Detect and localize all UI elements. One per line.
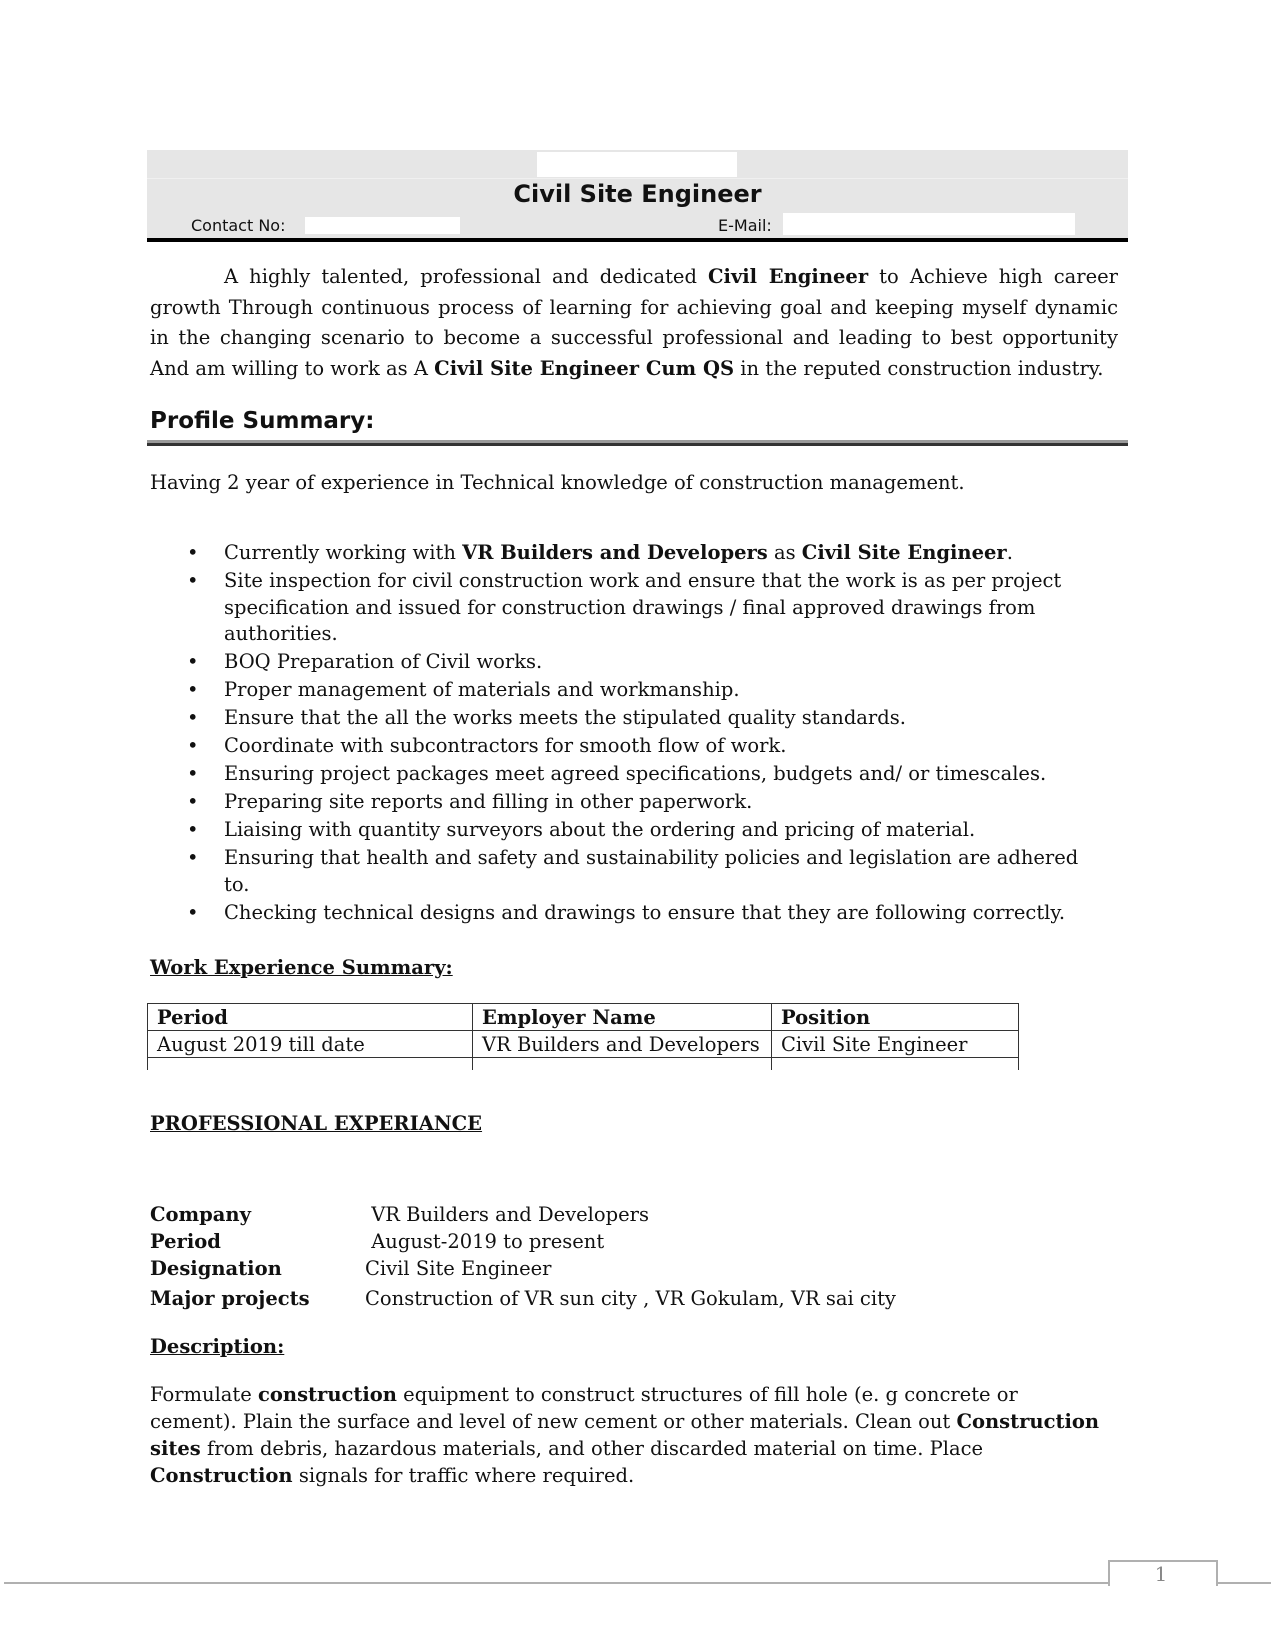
field-value: Civil Site Engineer bbox=[365, 1257, 552, 1280]
bullet-icon: • bbox=[187, 650, 199, 673]
bullet-icon: • bbox=[187, 790, 199, 813]
text-run: as bbox=[767, 541, 802, 564]
list-item bbox=[150, 649, 1090, 676]
text-run: from debris, hazardous materials, and other discarded material on time. Place bbox=[200, 1437, 984, 1460]
list-item bbox=[150, 733, 1090, 760]
emphasis-text: VR Builders and Developers bbox=[462, 541, 768, 564]
column-header-period: Period bbox=[148, 1004, 473, 1031]
cell-employer: VR Builders and Developers bbox=[473, 1031, 772, 1058]
bullet-icon: • bbox=[187, 762, 199, 785]
resume-title: Civil Site Engineer bbox=[513, 180, 762, 208]
name-redaction bbox=[537, 152, 737, 177]
list-item bbox=[150, 761, 1090, 788]
field-value: VR Builders and Developers bbox=[365, 1203, 649, 1226]
work-summary-heading: Work Experience Summary: bbox=[150, 956, 453, 979]
header-divider bbox=[147, 178, 1128, 179]
bullet-icon: • bbox=[187, 678, 199, 701]
field-label: Major projects bbox=[150, 1287, 310, 1310]
bullet-icon: • bbox=[187, 734, 199, 757]
text-run: A highly talented, professional and dedicated bbox=[224, 265, 709, 288]
empty-cell bbox=[148, 1058, 473, 1071]
text-run: equipment to construct structures of fill hole (e. g concrete or cement). Plain the surface and level of new cement or other materials. Clean out bbox=[150, 1383, 1018, 1433]
bullet-icon: • bbox=[187, 846, 199, 869]
field-label: Period bbox=[150, 1230, 221, 1253]
career-objective bbox=[150, 262, 1118, 384]
list-item bbox=[150, 789, 1090, 816]
field-company bbox=[150, 1203, 649, 1226]
cell-position: Civil Site Engineer bbox=[772, 1031, 1019, 1058]
list-item bbox=[150, 900, 1090, 927]
emphasis-text: Construction bbox=[150, 1464, 293, 1487]
text-run: . bbox=[1006, 541, 1013, 564]
field-value: Construction of VR sun city , VR Gokulam, VR sai city bbox=[365, 1287, 896, 1310]
table-row-empty bbox=[148, 1058, 1019, 1071]
responsibility-list bbox=[150, 540, 1090, 928]
text-run: Ensure that the all the works meets the stipulated quality standards. bbox=[224, 706, 906, 729]
text-run: Proper management of materials and workmanship. bbox=[224, 678, 740, 701]
description-paragraph bbox=[150, 1381, 1110, 1489]
list-item bbox=[150, 568, 1090, 648]
text-run: in the reputed construction industry. bbox=[734, 356, 1104, 380]
bullet-icon: • bbox=[187, 541, 199, 564]
text-run: BOQ Preparation of Civil works. bbox=[224, 650, 543, 673]
emphasis-text: construction bbox=[258, 1383, 397, 1406]
contact-label: Contact No: bbox=[191, 216, 286, 235]
bullet-icon: • bbox=[187, 706, 199, 729]
text-run: Coordinate with subcontractors for smooth flow of work. bbox=[224, 734, 787, 757]
field-label: Company bbox=[150, 1203, 251, 1226]
field-major-projects bbox=[150, 1287, 896, 1310]
cell-period: August 2019 till date bbox=[148, 1031, 473, 1058]
bullet-icon: • bbox=[187, 569, 199, 592]
experience-statement: Having 2 year of experience in Technical knowledge of construction management. bbox=[150, 471, 965, 494]
field-value: August-2019 to present bbox=[365, 1230, 605, 1253]
text-run: Liaising with quantity surveyors about the ordering and pricing of material. bbox=[224, 818, 976, 841]
text-run: to Achieve high career growth Through continuous process of learning for achieving goal and keeping myself dynamic in the changing scenario to become a successful professional and leading to best opportunity And am willing to work as A bbox=[150, 265, 1118, 380]
field-period bbox=[150, 1230, 604, 1253]
column-header-employer: Employer Name bbox=[473, 1004, 772, 1031]
list-item bbox=[150, 540, 1090, 567]
description-heading: Description: bbox=[150, 1335, 285, 1358]
text-run: Checking technical designs and drawings to ensure that they are following correctly. bbox=[224, 900, 1066, 924]
email-label: E-Mail: bbox=[718, 216, 772, 235]
empty-cell bbox=[772, 1058, 1019, 1071]
bullet-icon: • bbox=[187, 900, 199, 924]
text-run: Formulate bbox=[150, 1383, 259, 1406]
table-row bbox=[148, 1031, 1019, 1058]
table-header-row bbox=[148, 1004, 1019, 1031]
emphasis-text: Civil Site Engineer Cum QS bbox=[434, 356, 735, 380]
work-summary-table bbox=[147, 1003, 1019, 1070]
list-item bbox=[150, 677, 1090, 704]
field-designation bbox=[150, 1257, 552, 1280]
page-number: 1 bbox=[1154, 1562, 1168, 1586]
footer-rule bbox=[1214, 1582, 1271, 1584]
professional-experience-heading: PROFESSIONAL EXPERIANCE bbox=[150, 1112, 483, 1135]
text-run: Ensuring project packages meet agreed specifications, budgets and/ or timescales. bbox=[224, 762, 1047, 785]
text-run: Site inspection for civil construction work and ensure that the work is as per project specification and issued for construction drawings / final approved drawings from authorities. bbox=[224, 569, 1062, 645]
header-rule bbox=[147, 238, 1128, 242]
email-redaction bbox=[783, 213, 1075, 235]
column-header-position: Position bbox=[772, 1004, 1019, 1031]
bullet-icon: • bbox=[187, 818, 199, 841]
list-item bbox=[150, 817, 1090, 844]
text-run: Preparing site reports and filling in other paperwork. bbox=[224, 790, 753, 813]
empty-cell bbox=[473, 1058, 772, 1071]
field-label: Designation bbox=[150, 1257, 282, 1280]
emphasis-text: Construction sites bbox=[150, 1410, 1100, 1460]
contact-redaction bbox=[305, 217, 460, 234]
emphasis-text: Civil Engineer bbox=[708, 265, 869, 288]
emphasis-text: Civil Site Engineer bbox=[801, 541, 1007, 564]
text-run: Ensuring that health and safety and sustainability policies and legislation are adhered to. bbox=[224, 846, 1079, 896]
list-item bbox=[150, 845, 1090, 898]
list-item bbox=[150, 705, 1090, 732]
section-rule bbox=[147, 443, 1128, 446]
text-run: Currently working with bbox=[224, 541, 463, 564]
footer-rule bbox=[4, 1582, 1110, 1584]
text-run: signals for traffic where required. bbox=[292, 1464, 635, 1487]
profile-summary-heading: Profile Summary: bbox=[150, 408, 375, 434]
